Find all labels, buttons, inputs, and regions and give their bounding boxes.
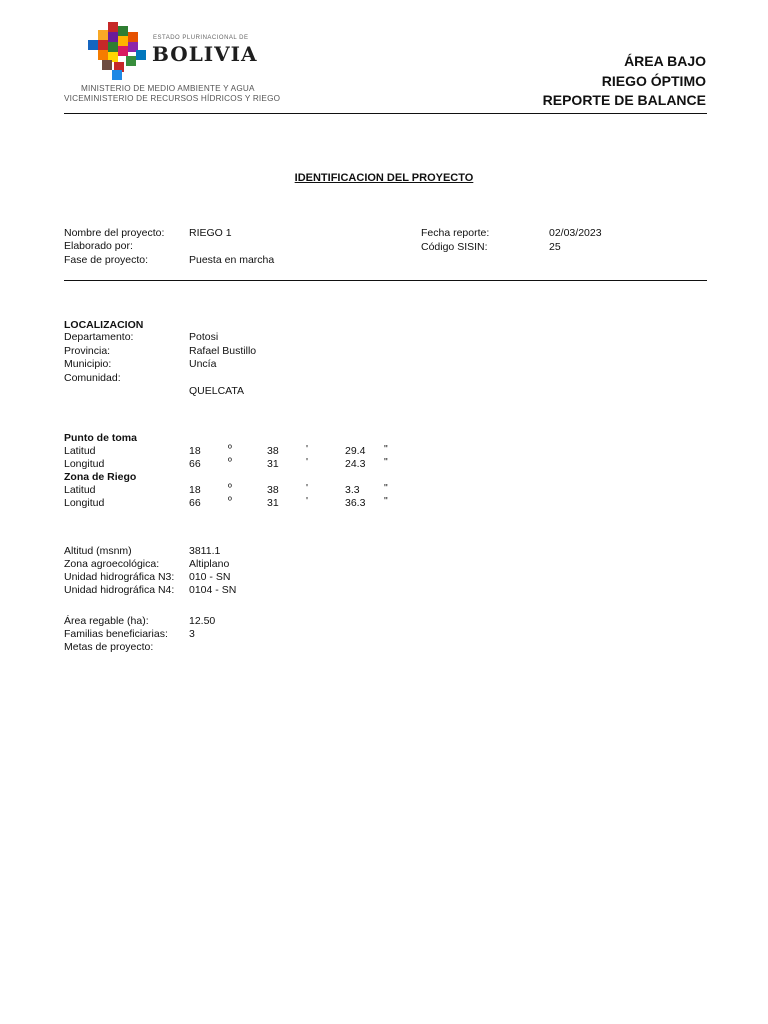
department-value: Potosi [189, 331, 219, 343]
estado-plurinacional-label: ESTADO PLURINACIONAL DE [153, 35, 249, 41]
agroecological-zone-value: Altiplano [189, 558, 230, 570]
province-label: Provincia: [64, 345, 111, 357]
bolivia-wordmark: BOLIVIA [152, 42, 258, 66]
section-title: IDENTIFICACION DEL PROYECTO [294, 172, 474, 184]
zone-latitude-seconds: 3.3 [345, 484, 360, 496]
report-date-value: 02/03/2023 [549, 227, 602, 239]
project-name-label: Nombre del proyecto: [64, 227, 165, 239]
beneficiary-families-label: Familias beneficiarias: [64, 628, 168, 640]
hydro-unit-n4-value: 0104 - SN [189, 584, 237, 596]
second-symbol: " [384, 456, 388, 468]
department-label: Departamento: [64, 331, 134, 343]
hydro-unit-n4-label: Unidad hidrográfica N4: [64, 584, 175, 596]
zone-longitude-minutes: 31 [267, 497, 279, 509]
community-value: QUELCATA [189, 385, 245, 397]
report-title [543, 52, 706, 111]
intake-longitude-minutes: 31 [267, 458, 279, 470]
minute-symbol: ' [306, 495, 309, 507]
minute-symbol: ' [306, 456, 309, 468]
intake-latitude-degrees: 18 [189, 445, 201, 457]
altitude-value: 3811.1 [189, 545, 221, 557]
intake-point-heading: Punto de toma [64, 432, 137, 444]
hydro-unit-n3-label: Unidad hidrográfica N3: [64, 571, 175, 583]
ministry-line: MINISTERIO DE MEDIO AMBIENTE Y AGUA [81, 84, 255, 93]
altitude-label: Altitud (msnm) [64, 545, 132, 557]
degree-symbol: º [228, 456, 232, 468]
intake-latitude-label: Latitud [64, 445, 96, 457]
community-label: Comunidad: [64, 372, 121, 384]
intake-longitude-degrees: 66 [189, 458, 201, 470]
irrigable-area-label: Área regable (ha): [64, 615, 149, 627]
minute-symbol: ' [306, 482, 309, 494]
header-divider [64, 113, 707, 114]
beneficiary-families-value: 3 [189, 628, 195, 640]
minute-symbol: ' [306, 443, 309, 455]
intake-longitude-label: Longitud [64, 458, 105, 470]
degree-symbol: º [228, 495, 232, 507]
ministry-text [64, 84, 280, 103]
sisin-value: 25 [549, 241, 561, 253]
intake-longitude-seconds: 24.3 [345, 458, 366, 470]
degree-symbol: º [228, 482, 232, 494]
report-date-label: Fecha reporte: [421, 227, 490, 239]
second-symbol: " [384, 495, 388, 507]
vice-ministry-line: VICEMINISTERIO DE RECURSOS HÍDRICOS Y RIEGO [64, 93, 281, 103]
second-symbol: " [384, 482, 388, 494]
province-value: Rafael Bustillo [189, 345, 257, 357]
zone-longitude-label: Longitud [64, 497, 105, 509]
report-title-line-2: RIEGO ÓPTIMO [601, 72, 706, 89]
project-goals-label: Metas de proyecto: [64, 641, 154, 653]
location-heading: LOCALIZACION [64, 319, 144, 331]
intake-latitude-minutes: 38 [267, 445, 279, 457]
bolivia-emblem-logo [88, 22, 146, 80]
project-name-value: RIEGO 1 [189, 227, 232, 239]
zone-latitude-degrees: 18 [189, 484, 201, 496]
phase-value: Puesta en marcha [189, 254, 275, 266]
sisin-label: Código SISIN: [421, 241, 488, 253]
municipality-value: Uncía [189, 358, 217, 370]
author-label: Elaborado por: [64, 240, 133, 252]
zone-longitude-seconds: 36.3 [345, 497, 366, 509]
irrigation-zone-heading: Zona de Riego [64, 471, 137, 483]
irrigable-area-value: 12.50 [189, 615, 216, 627]
degree-symbol: º [228, 443, 232, 455]
zone-latitude-minutes: 38 [267, 484, 279, 496]
second-symbol: " [384, 443, 388, 455]
hydro-unit-n3-value: 010 - SN [189, 571, 231, 583]
report-title-line-3: REPORTE DE BALANCE [542, 92, 706, 108]
phase-label: Fase de proyecto: [64, 254, 149, 266]
project-divider [64, 280, 707, 281]
zone-longitude-degrees: 66 [189, 497, 201, 509]
intake-latitude-seconds: 29.4 [345, 445, 366, 457]
zone-latitude-label: Latitud [64, 484, 96, 496]
agroecological-zone-label: Zona agroecológica: [64, 558, 160, 570]
report-title-line-1: ÁREA BAJO [624, 53, 706, 69]
municipality-label: Municipio: [64, 358, 112, 370]
